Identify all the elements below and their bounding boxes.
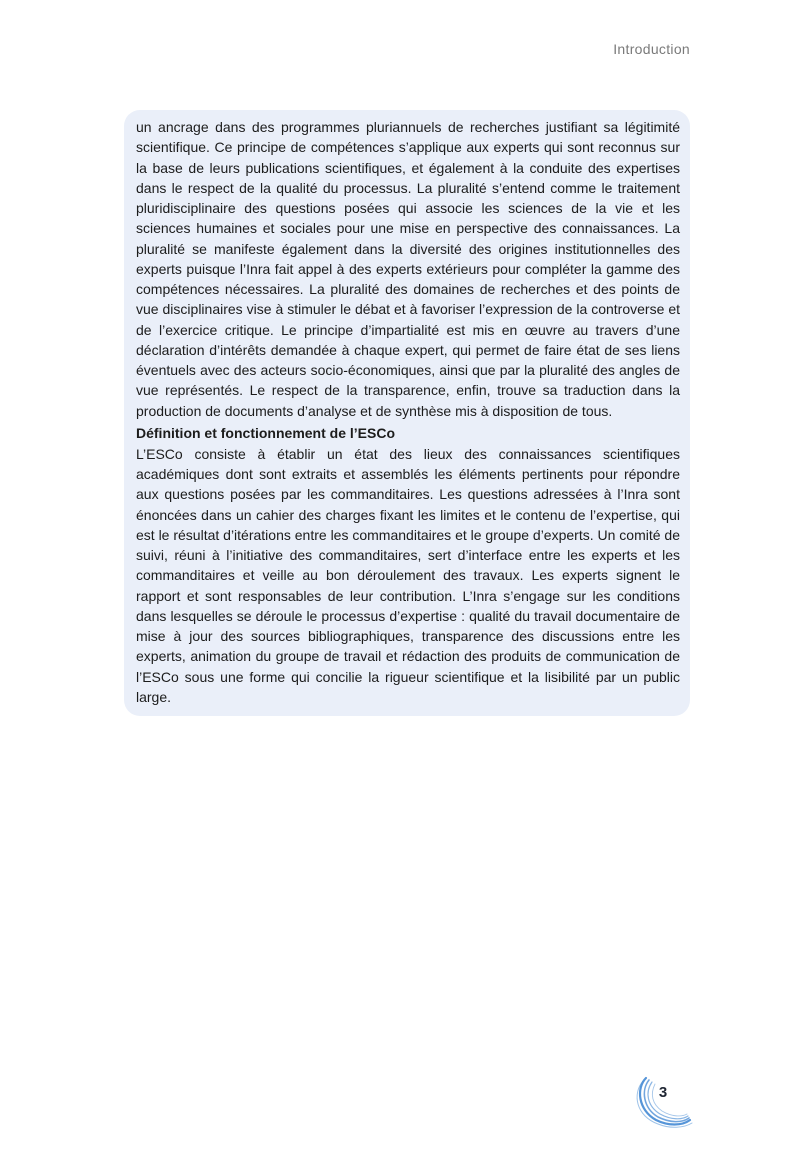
- section-heading: Définition et fonctionnement de l’ESCo: [136, 424, 395, 441]
- page-number-badge: [630, 1072, 700, 1132]
- body-paragraph: un ancrage dans des programmes pluriannuels de recherches justifiant sa légitimité scientifique. Ce principe de compétences s’applique aux experts qui sont reconnus sur la base de leurs publications scientifiques, et également à la conduite des expertises dans le respect de la qualité du processus. La pluralité s’entend comme le traitement pluridisciplinaire des questions posées qui associe les sciences de la vie et les sciences humaines et sociales pour une mise en perspective des connaissances. La pluralité se manifeste également dans la diversité des origines institutionnelles des experts puisque l’Inra fait appel à des experts extérieurs pour compléter la gamme des compétences nécessaires. La pluralité des domaines de recherches et des points de vue disciplinaires vise à stimuler le débat et à favoriser l’expression de la controverse et de l’exercice critique. Le principe d’impartialité est mis en œuvre au travers d’une déclaration d’intérêts demandée à chaque expert, qui permet de faire état de ses liens éventuels avec des acteurs socio-économiques, ainsi que par la pluralité des angles de vue représentés. Le respect de la transparence, enfin, trouve sa traduction dans la production de documents d’analyse et de synthèse mis à disposition de tous.: [136, 119, 680, 419]
- content-panel: [124, 110, 690, 716]
- swirl-icon: [630, 1072, 700, 1132]
- running-head-title: Introduction: [613, 41, 690, 57]
- page-number: 3: [658, 1084, 668, 1101]
- body-paragraph: L’ESCo consiste à établir un état des lieux des connaissances scientifiques académiques dont sont extraits et assemblés les éléments pertinents pour répondre aux questions posées par les commanditaires. Les questions adressées à l’Inra sont énoncées dans un cahier des charges fixant les limites et le contenu de l’expertise, qui est le résultat d’itérations entre les commanditaires et le groupe d’experts. Un comité de suivi, réuni à l’initiative des commanditaires, sert d’interface entre les experts et les commanditaires et veille au bon déroulement des travaux. Les experts signent le rapport et sont responsables de leur contribution. L’Inra s’engage sur les conditions dans lesquelles se déroule le processus d’expertise : qualité du travail documentaire de mise à jour des sources bibliographiques, transparence des discussions entre les experts, animation du groupe de travail et rédaction des produits de communication de l’ESCo sous une forme qui concilie la rigueur scientifique et la lisibilité par un public large.: [136, 445, 680, 705]
